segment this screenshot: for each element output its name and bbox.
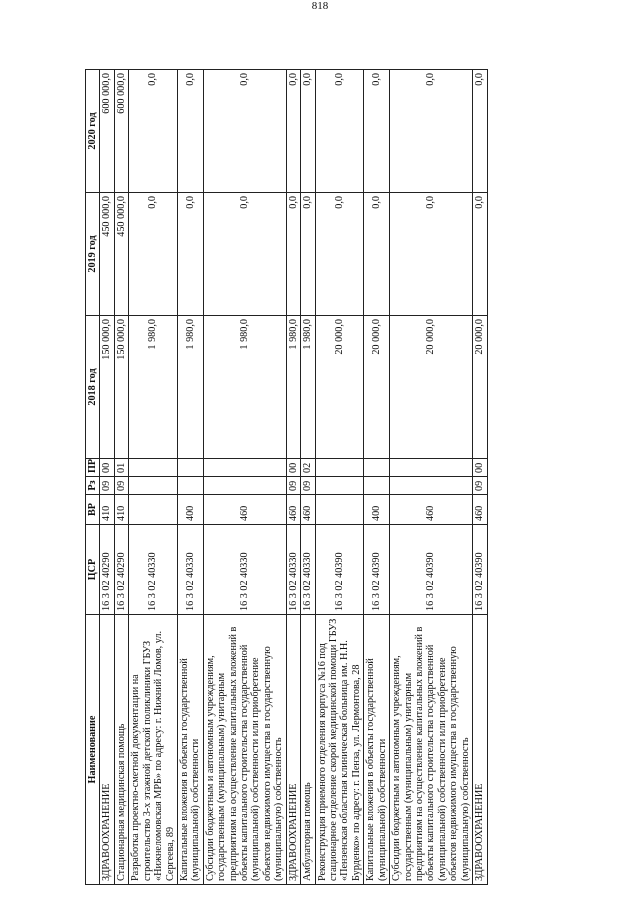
cell-2020: 0,0 <box>301 70 315 193</box>
cell-csr: 16 3 02 40390 <box>390 525 473 615</box>
cell-2020: 600 000,0 <box>114 70 128 193</box>
table-row <box>315 70 364 885</box>
header-csr: ЦСР <box>86 525 100 615</box>
cell-csr: 16 3 02 40330 <box>301 525 315 615</box>
header-pr: ПР <box>86 459 100 477</box>
cell-2019: 0,0 <box>473 193 487 316</box>
cell-pr <box>129 459 178 477</box>
table-row <box>203 70 286 885</box>
cell-2018: 20 000,0 <box>473 316 487 459</box>
table-row <box>177 70 203 885</box>
cell-csr: 16 3 02 40290 <box>114 525 128 615</box>
cell-name: Субсидии бюджетным и автономным учреждениям, государственным (муниципальным) унитарным предприятиям на осуществление капитальных вложений в объекты капитального строительства государственной (муниципальной) собственности или приобретение объектов недвижимого имущества в государственную (муниципальную) собственность <box>390 615 473 885</box>
cell-2018: 1 980,0 <box>177 316 203 459</box>
cell-vr: 460 <box>390 495 473 525</box>
cell-pr <box>315 459 364 477</box>
cell-rz <box>390 477 473 495</box>
cell-vr: 460 <box>203 495 286 525</box>
cell-vr: 410 <box>114 495 128 525</box>
cell-vr: 460 <box>286 495 300 525</box>
cell-rz: 09 <box>100 477 114 495</box>
cell-vr <box>129 495 178 525</box>
cell-2019: 0,0 <box>203 193 286 316</box>
cell-rz: 09 <box>473 477 487 495</box>
table-body <box>100 70 487 885</box>
header-2020: 2020 год <box>86 70 100 193</box>
rotated-table-container <box>85 70 565 885</box>
cell-pr: 00 <box>286 459 300 477</box>
table-row <box>473 70 487 885</box>
cell-name: ЗДРАВООХРАНЕНИЕ <box>286 615 300 885</box>
cell-2019: 0,0 <box>286 193 300 316</box>
cell-vr: 410 <box>100 495 114 525</box>
header-name: Наименование <box>86 615 100 885</box>
cell-2019: 0,0 <box>390 193 473 316</box>
table-row <box>364 70 390 885</box>
table-header-row <box>86 70 100 885</box>
budget-table <box>85 69 488 885</box>
cell-2020: 0,0 <box>315 70 364 193</box>
table-row <box>301 70 315 885</box>
cell-2019: 0,0 <box>301 193 315 316</box>
cell-csr: 16 3 02 40330 <box>129 525 178 615</box>
cell-name: Амбулаторная помощь <box>301 615 315 885</box>
cell-2019: 0,0 <box>364 193 390 316</box>
cell-2019: 0,0 <box>315 193 364 316</box>
cell-rz <box>177 477 203 495</box>
cell-vr: 400 <box>177 495 203 525</box>
cell-vr: 460 <box>301 495 315 525</box>
cell-csr: 16 3 02 40330 <box>203 525 286 615</box>
cell-2020: 0,0 <box>286 70 300 193</box>
cell-2018: 20 000,0 <box>390 316 473 459</box>
cell-2018: 1 980,0 <box>129 316 178 459</box>
cell-pr: 02 <box>301 459 315 477</box>
cell-2018: 1 980,0 <box>203 316 286 459</box>
cell-2018: 1 980,0 <box>301 316 315 459</box>
table-row <box>286 70 300 885</box>
cell-rz <box>203 477 286 495</box>
cell-name: Реконструкция приемного отделения корпуса №16 под стационарное отделение скорой медицинской помощи ГБУЗ «Пензенская областная клиническая больница им. Н.Н. Бурденко» по адресу: г. Пенза, ул. Лермонтова, 28 <box>315 615 364 885</box>
cell-2020: 0,0 <box>364 70 390 193</box>
cell-csr: 16 3 02 40330 <box>286 525 300 615</box>
table-row <box>100 70 114 885</box>
cell-name: ЗДРАВООХРАНЕНИЕ <box>100 615 114 885</box>
rotated-table-frame <box>85 70 565 885</box>
cell-vr: 460 <box>473 495 487 525</box>
table-row <box>390 70 473 885</box>
cell-pr <box>203 459 286 477</box>
cell-rz <box>364 477 390 495</box>
cell-rz <box>315 477 364 495</box>
cell-csr: 16 3 02 40390 <box>364 525 390 615</box>
cell-pr: 00 <box>100 459 114 477</box>
cell-2018: 1 980,0 <box>286 316 300 459</box>
cell-name: Капитальные вложения в объекты государственной (муниципальной) собственности <box>177 615 203 885</box>
cell-pr <box>390 459 473 477</box>
cell-rz: 09 <box>286 477 300 495</box>
header-rz: Рз <box>86 477 100 495</box>
cell-2020: 0,0 <box>129 70 178 193</box>
header-vr: ВР <box>86 495 100 525</box>
cell-rz: 09 <box>301 477 315 495</box>
cell-csr: 16 3 02 40390 <box>315 525 364 615</box>
cell-name: Разработка проектно-сметной документации на строительство 3-х этажной детской поликлиники ГБУЗ «Нижнеломовская МРБ» по адресу: г. Нижний Ломов, ул. Сергеева, 89 <box>129 615 178 885</box>
cell-2020: 0,0 <box>390 70 473 193</box>
cell-name: Стационарная медицинская помощь <box>114 615 128 885</box>
cell-2018: 150 000,0 <box>100 316 114 459</box>
header-2019: 2019 год <box>86 193 100 316</box>
cell-pr: 00 <box>473 459 487 477</box>
cell-rz: 09 <box>114 477 128 495</box>
cell-2019: 0,0 <box>177 193 203 316</box>
cell-pr: 01 <box>114 459 128 477</box>
header-2018: 2018 год <box>86 316 100 459</box>
cell-2019: 450 000,0 <box>114 193 128 316</box>
cell-2018: 150 000,0 <box>114 316 128 459</box>
table-row <box>114 70 128 885</box>
cell-pr <box>364 459 390 477</box>
cell-2020: 0,0 <box>203 70 286 193</box>
cell-name: Капитальные вложения в объекты государственной (муниципальной) собственности <box>364 615 390 885</box>
cell-vr: 400 <box>364 495 390 525</box>
cell-rz <box>129 477 178 495</box>
cell-csr: 16 3 02 40390 <box>473 525 487 615</box>
table-row <box>129 70 178 885</box>
cell-csr: 16 3 02 40330 <box>177 525 203 615</box>
cell-csr: 16 3 02 40290 <box>100 525 114 615</box>
cell-name: Субсидии бюджетным и автономным учреждениям, государственным (муниципальным) унитарным предприятиям на осуществление капитальных вложений в объекты капитального строительства государственной (муниципальной) собственности или приобретение объектов недвижимого имущества в государственную (муниципальную) собственность <box>203 615 286 885</box>
cell-name: ЗДРАВООХРАНЕНИЕ <box>473 615 487 885</box>
page-number: 818 <box>311 0 329 12</box>
cell-2018: 20 000,0 <box>364 316 390 459</box>
cell-2018: 20 000,0 <box>315 316 364 459</box>
cell-vr <box>315 495 364 525</box>
cell-2020: 0,0 <box>473 70 487 193</box>
cell-2019: 0,0 <box>129 193 178 316</box>
cell-pr <box>177 459 203 477</box>
cell-2019: 450 000,0 <box>100 193 114 316</box>
cell-2020: 0,0 <box>177 70 203 193</box>
cell-2020: 600 000,0 <box>100 70 114 193</box>
